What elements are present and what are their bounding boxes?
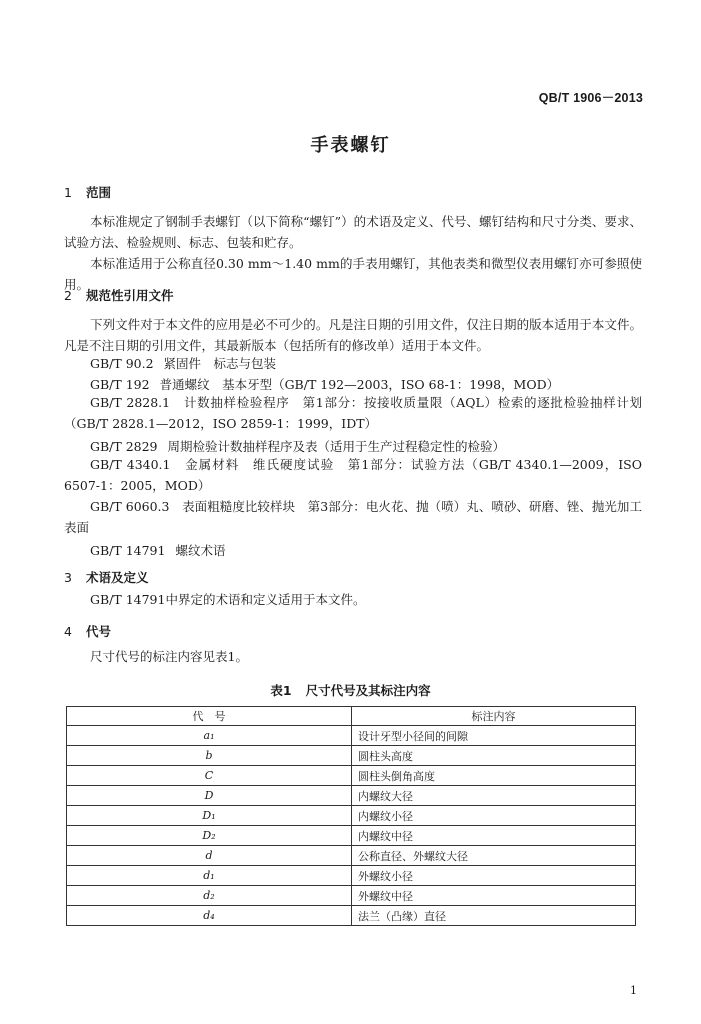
reference-text: 普通螺纹 基本牙型（GB/T 192—2003，ISO 68-1：1998，MOD） — [159, 377, 560, 392]
table-row — [67, 766, 636, 786]
section-2-number: 2 — [64, 288, 72, 303]
symbol-cell: d₁ — [67, 866, 352, 886]
description-cell: 内螺纹小径 — [352, 806, 636, 826]
table-caption-number: 表1 — [270, 683, 292, 698]
table-row — [67, 786, 636, 806]
symbol-cell: d₄ — [67, 906, 352, 926]
table-row — [67, 806, 636, 826]
table-row — [67, 886, 636, 906]
section-1-p1-text: 本标准规定了钢制手表螺钉（以下简称“螺钉”）的术语及定义、代号、螺钉结构和尺寸分类、要求、试验方法、检验规则、标志、包装和贮存。 — [64, 214, 642, 250]
reference-code: GB/T 2828.1 — [90, 395, 171, 410]
table-row — [67, 846, 636, 866]
reference-item — [64, 454, 642, 496]
table-row — [67, 866, 636, 886]
table-row — [67, 726, 636, 746]
section-4-paragraph — [64, 646, 642, 667]
description-cell: 圆柱头倒角高度 — [352, 766, 636, 786]
symbol-cell: b — [67, 746, 352, 766]
reference-item — [90, 437, 642, 455]
symbol-cell: D₁ — [67, 806, 352, 826]
table-header-row — [67, 707, 636, 726]
document-title: 手表螺钉 — [310, 135, 391, 156]
description-cell: 外螺纹小径 — [352, 866, 636, 886]
reference-item — [90, 354, 642, 372]
description-cell: 内螺纹大径 — [352, 786, 636, 806]
section-1-heading — [64, 183, 111, 201]
standard-number: QB/T 1906－2013 — [538, 91, 643, 105]
reference-text: 紧固件 标志与包装 — [163, 356, 277, 371]
section-2-intro-text: 下列文件对于本文件的应用是必不可少的。凡是注日期的引用文件，仅注日期的版本适用于本文件。凡是不注日期的引用文件，其最新版本（包括所有的修改单）适用于本文件。 — [64, 317, 642, 353]
description-cell: 外螺纹中径 — [352, 886, 636, 906]
table-row — [67, 906, 636, 926]
description-cell: 内螺纹中径 — [352, 826, 636, 846]
reference-code: GB/T 6060.3 — [90, 499, 170, 514]
symbol-cell: D — [67, 786, 352, 806]
section-1-paragraph-1 — [64, 211, 642, 253]
description-cell: 圆柱头高度 — [352, 746, 636, 766]
section-3-p1-text: GB/T 14791中界定的术语和定义适用于本文件。 — [90, 592, 366, 607]
reference-code: GB/T 90.2 — [90, 356, 154, 371]
reference-text: 金属材料 维氏硬度试验 第1部分：试验方法（GB/T 4340.1—2009，ISO 6507-1：2005，MOD） — [64, 457, 642, 493]
section-3-number: 3 — [64, 570, 72, 585]
section-1-title: 范围 — [86, 185, 112, 200]
description-cell: 公称直径、外螺纹大径 — [352, 846, 636, 866]
symbol-cell: d — [67, 846, 352, 866]
reference-item — [64, 496, 642, 538]
reference-text: 计数抽样检验程序 第1部分：按接收质量限（AQL）检索的逐批检验抽样计划（GB/T 2828.1—2012，ISO 2859-1：1999，IDT） — [64, 395, 643, 431]
reference-text: 表面粗糙度比较样块 第3部分：电火花、抛（喷）丸、喷砂、研磨、锉、抛光加工表面 — [64, 499, 642, 535]
reference-text: 周期检验计数抽样程序及表（适用于生产过程稳定性的检验） — [167, 439, 506, 454]
reference-code: GB/T 2829 — [90, 439, 158, 454]
symbol-cell: C — [67, 766, 352, 786]
section-4-number: 4 — [64, 624, 72, 639]
reference-text: 螺纹术语 — [175, 543, 226, 558]
section-4-heading — [64, 622, 111, 640]
description-cell: 法兰（凸缘）直径 — [352, 906, 636, 926]
page-number: 1 — [630, 984, 637, 997]
section-4-title: 代号 — [86, 624, 112, 639]
symbols-table — [66, 706, 636, 926]
table-row — [67, 746, 636, 766]
reference-code: GB/T 14791 — [90, 543, 166, 558]
section-1-p2-text: 本标准适用于公称直径0.30 mm～1.40 mm的手表用螺钉，其他表类和微型仪表用螺钉亦可参照使用。 — [64, 256, 642, 292]
section-1-number: 1 — [64, 185, 72, 200]
symbol-cell: a₁ — [67, 726, 352, 746]
section-4-p1-text: 尺寸代号的标注内容见表1。 — [90, 649, 248, 664]
section-2-intro — [64, 314, 642, 356]
header-symbol: 代 号 — [67, 707, 352, 726]
description-cell: 设计牙型小径间的间隙 — [352, 726, 636, 746]
reference-item — [64, 392, 642, 434]
reference-code: GB/T 192 — [90, 377, 150, 392]
section-3-title: 术语及定义 — [86, 570, 149, 585]
section-2-heading — [64, 286, 174, 304]
symbol-cell: D₂ — [67, 826, 352, 846]
table-row — [67, 826, 636, 846]
section-3-paragraph — [64, 589, 642, 610]
symbol-cell: d₂ — [67, 886, 352, 906]
reference-item — [90, 375, 642, 393]
table-caption-title: 尺寸代号及其标注内容 — [305, 683, 431, 698]
section-3-heading — [64, 568, 149, 586]
reference-item — [90, 541, 642, 559]
reference-code: GB/T 4340.1 — [90, 457, 171, 472]
header-description: 标注内容 — [352, 707, 636, 726]
table-caption — [0, 681, 701, 699]
section-2-title: 规范性引用文件 — [86, 288, 174, 303]
